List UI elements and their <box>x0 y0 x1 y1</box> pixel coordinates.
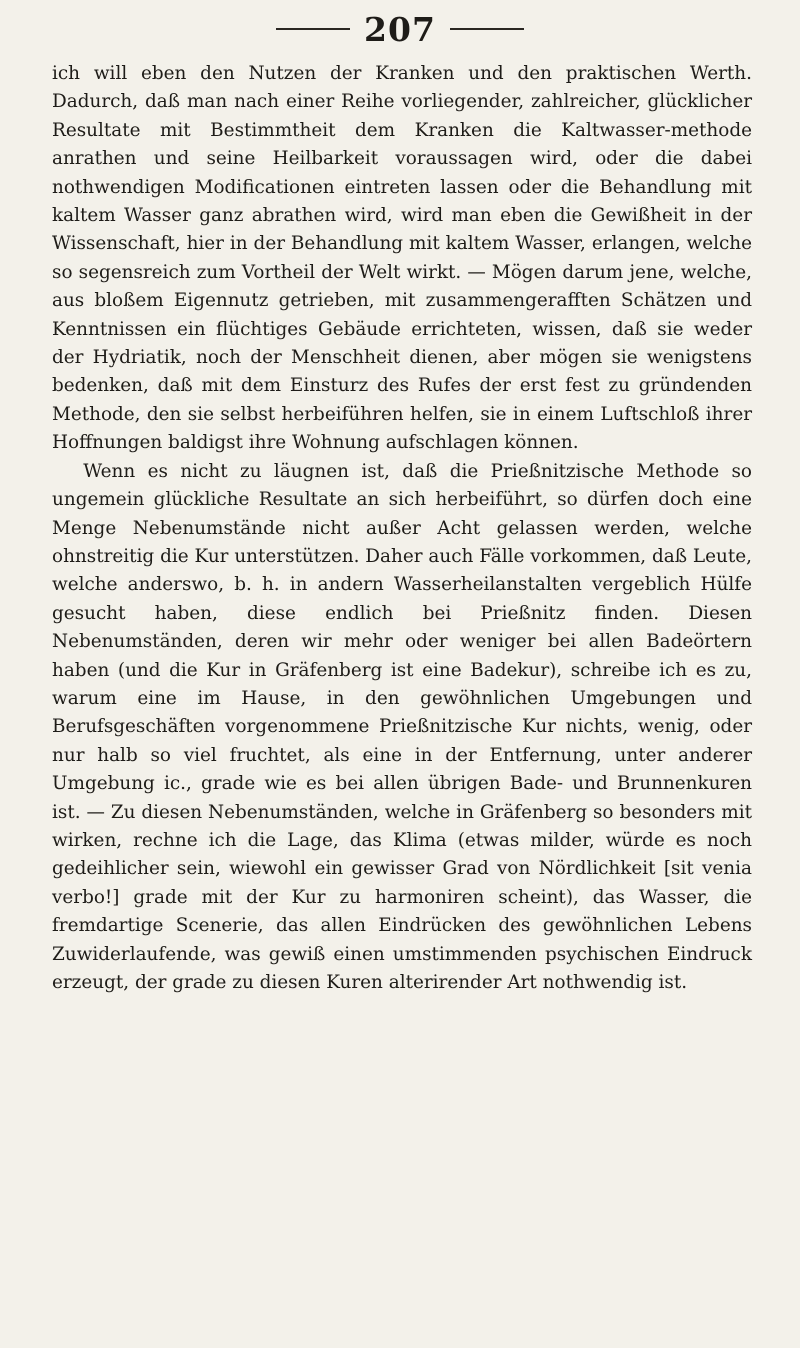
body-text <box>52 60 752 997</box>
page-header <box>0 6 800 52</box>
header-rule-left <box>276 28 350 30</box>
paragraph-2: Wenn es nicht zu läugnen ist, daß die Prießnitzische Methode so ungemein glückliche Resultate an sich herbeiführt, so dürfen doch eine Menge Nebenumstände nicht außer Acht gelassen werden, welche ohnstreitig die Kur unterstützen. Daher auch Fälle vorkommen, daß Leute, welche anderswo, b. h. in andern Wasserheilanstalten vergeblich Hülfe gesucht haben, diese endlich bei Prießnitz finden. Diesen Nebenumständen, deren wir mehr oder weniger bei allen Badeörtern haben (und die Kur in Gräfenberg ist eine Badekur), schreibe ich es zu, warum eine im Hause, in den gewöhnlichen Umgebungen und Berufsgeschäften vorgenommene Prießnitzische Kur nichts, wenig, oder nur halb so viel fruchtet, als eine in der Entfernung, unter anderer Umgebung ic., grade wie es bei allen übrigen Bade- und Brunnenkuren ist. — Zu diesen Nebenumständen, welche in Gräfenberg so besonders mit wirken, rechne ich die Lage, das Klima (etwas milder, würde es noch gedeihlicher sein, wiewohl ein gewisser Grad von Nördlichkeit [sit venia verbo!] grade mit der Kur zu harmoniren scheint), das Wasser, die fremdartige Scenerie, das allen Eindrücken des gewöhnlichen Lebens Zuwiderlaufende, was gewiß einen umstimmenden psychischen Eindruck erzeugt, der grade zu diesen Kuren alterirender Art nothwendig ist. <box>52 460 752 993</box>
paragraph-1: ich will eben den Nutzen der Kranken und den praktischen Werth. Dadurch, daß man nach einer Reihe vorliegender, zahlreicher, glücklicher Resultate mit Bestimmtheit dem Kranken die Kaltwasser-methode anrathen und seine Heilbarkeit voraussagen wird, oder die dabei nothwendigen Modificationen eintreten lassen oder die Behandlung mit kaltem Wasser ganz abrathen wird, wird man eben die Gewißheit in der Wissenschaft, hier in der Behandlung mit kaltem Wasser, erlangen, welche so segensreich zum Vortheil der Welt wirkt. — Mögen darum jene, welche, aus bloßem Eigennutz getrieben, mit zusammengerafften Schätzen und Kenntnissen ein flüchtiges Gebäude errichteten, wissen, daß sie weder der Hydriatik, noch der Menschheit dienen, aber mögen sie wenigstens bedenken, daß mit dem Einsturz des Rufes der erst fest zu gründenden Methode, den sie selbst herbeiführen helfen, sie in einem Luftschloß ihrer Hoffnungen baldigst ihre Wohnung aufschlagen können. <box>52 63 752 454</box>
page-number: 207 <box>364 9 436 49</box>
header-rule-right <box>450 28 524 30</box>
